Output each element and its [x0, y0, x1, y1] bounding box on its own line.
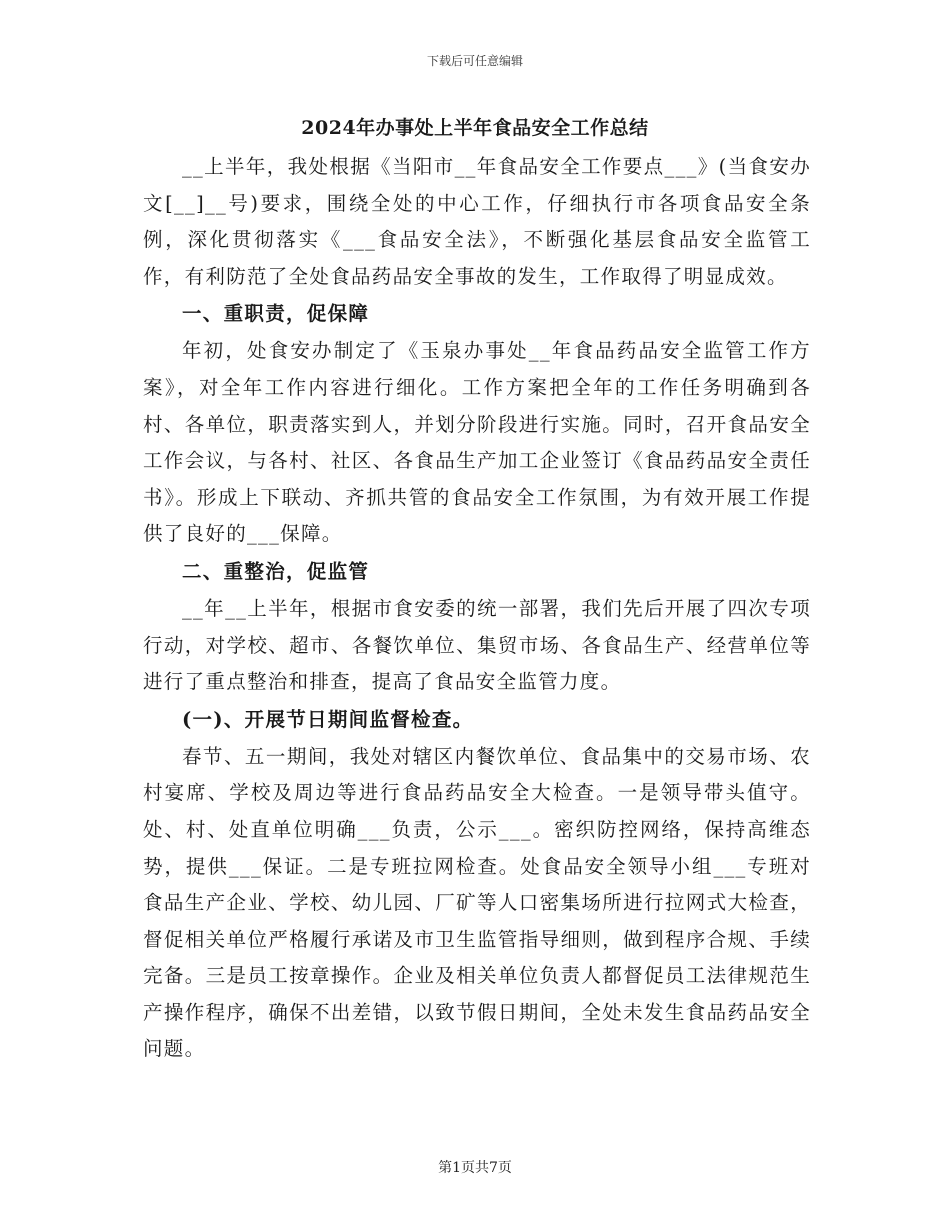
header-note: 下载后可任意编辑	[426, 54, 523, 68]
document-title: 2024年办事处上半年食品安全工作总结	[301, 117, 649, 139]
section-1-heading: 一、重职责，促保障	[182, 302, 370, 326]
document-body	[143, 149, 811, 1068]
subsection-1-heading: (一)、开展节日期间监督检查。	[182, 707, 474, 731]
section-2-heading: 二、重整治，促监管	[182, 559, 370, 583]
page-number: 第1页共7页	[438, 1160, 512, 1176]
section-1-paragraph: 年初，处食安办制定了《玉泉办事处__年食品药品安全监管工作方案》，对全年工作内容进行细化。工作方案把全年的工作任务明确到各村、各单位，职责落实到人，并划分阶段进行实施。同时，召开食品安全工作会议，与各村、社区、各食品生产加工企业签订《食品药品安全责任书》。形成上下联动、齐抓共管的食品安全工作氛围，为有效开展工作提供了良好的___保障。	[143, 339, 811, 546]
intro-paragraph: __上半年，我处根据《当阳市__年食品安全工作要点___》(当食安办文[__]__号)要求，围绕全处的中心工作，仔细执行市各项食品安全条例，深化贯彻落实《___食品安全法》，不断强化基层食品安全监管工作，有利防范了全处食品药品安全事故的发生，工作取得了明显成效。	[143, 155, 811, 288]
subsection-1-paragraph: 春节、五一期间，我处对辖区内餐饮单位、食品集中的交易市场、农村宴席、学校及周边等进行食品药品安全大检查。一是领导带头值守。处、村、处直单位明确___负责，公示___。密织防控网络，保持高维态势，提供___保证。二是专班拉网检查。处食品安全领导小组___专班对食品生产企业、学校、幼儿园、厂矿等人口密集场所进行拉网式大检查，督促相关单位严格履行承诺及市卫生监管指导细则，做到程序合规、手续完备。三是员工按章操作。企业及相关单位负责人都督促员工法律规范生产操作程序，确保不出差错，以致节假日期间，全处未发生食品药品安全问题。	[143, 744, 811, 1061]
section-2-paragraph: __年__上半年，根据市食安委的统一部署，我们先后开展了四次专项行动，对学校、超市、各餐饮单位、集贸市场、各食品生产、经营单位等进行了重点整治和排查，提高了食品安全监管力度。	[143, 596, 811, 694]
